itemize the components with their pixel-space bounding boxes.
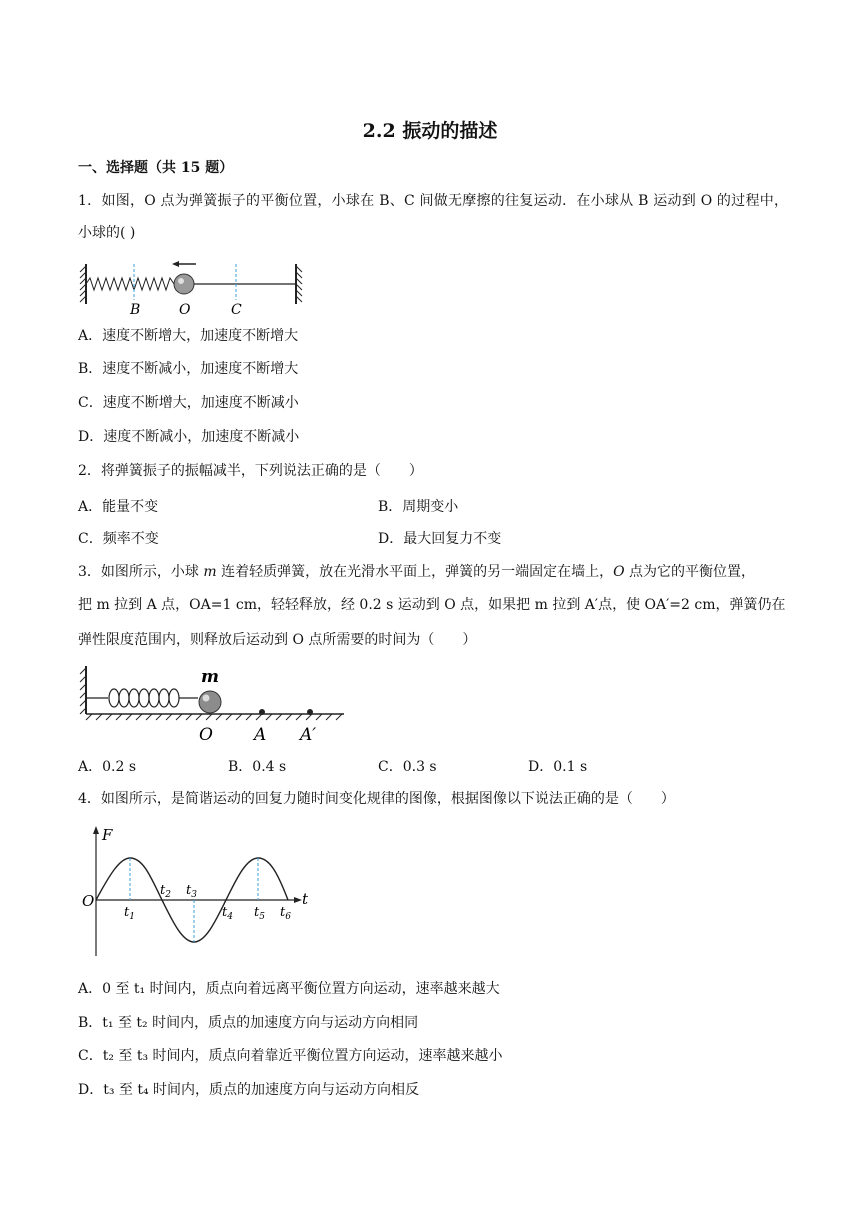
q2-option-a: A．能量不变 <box>78 499 159 515</box>
q3-option-d: D．0.1 s <box>528 759 588 775</box>
q4-option-b: B．t₁ 至 t₂ 时间内，质点的加速度方向与运动方向相同 <box>78 1015 419 1031</box>
section-heading: 一、选择题（共 15 题） <box>78 160 234 176</box>
q3-stem-line3: 弹性限度范围内，则释放后运动到 O 点所需要的时间为（ ） <box>78 632 477 648</box>
q1-option-b: B．速度不断减小，加速度不断增大 <box>78 361 299 377</box>
q3-stem-line2: 把 m 拉到 A 点，OA=1 cm，轻轻释放，经 0.2 s 运动到 O 点，如果把 m 拉到 A′点，使 OA′=2 cm，弹簧仍在 <box>78 597 786 613</box>
svg-text:t2: $t_2$ <box>160 883 171 900</box>
label-O: O <box>199 725 213 744</box>
q3-spring-figure <box>78 662 348 744</box>
q2-option-d: D．最大回复力不变 <box>378 531 502 547</box>
label-C: C <box>231 302 242 318</box>
q2-options-row1 <box>78 496 778 516</box>
svg-text:t1: $t_1$ <box>124 905 135 922</box>
q2-options-row2 <box>78 528 778 548</box>
q4-option-d: D．t₃ 至 t₄ 时间内，质点的加速度方向与运动方向相反 <box>78 1082 420 1098</box>
mass-ball <box>199 691 221 713</box>
q3-option-c: C．0.3 s <box>378 759 437 775</box>
q3-stem-line1: 3．如图所示，小球 m 连着轻质弹簧，放在光滑水平面上，弹簧的另一端固定在墙上，O 点为它的平衡位置， <box>78 564 756 580</box>
label-A: A <box>254 725 267 744</box>
label-A-prime: A′ <box>300 725 317 744</box>
q4-option-a: A．0 至 t₁ 时间内，质点向着远离平衡位置方向运动，速率越来越大 <box>78 981 500 997</box>
q1-stem: 1．如图，O 点为弹簧振子的平衡位置，小球在 B、C 间做无摩擦的往复运动．在小球从 B 运动到 O 的过程中，小球的( ) <box>78 193 788 241</box>
q1-option-c: C．速度不断增大，加速度不断减小 <box>78 395 299 411</box>
q4-option-c: C．t₂ 至 t₃ 时间内，质点向着靠近平衡位置方向运动，速率越来越小 <box>78 1048 503 1064</box>
q2-option-c: C．频率不变 <box>78 531 159 547</box>
svg-text:t4: $t_4$ <box>222 905 233 922</box>
svg-text:t3: $t_3$ <box>186 883 197 900</box>
axis-label-F: F <box>102 826 113 844</box>
q3-options-row <box>78 756 778 776</box>
svg-text:t6: $t_6$ <box>280 905 291 922</box>
label-B: B <box>130 302 141 318</box>
q1-spring-figure <box>78 256 318 318</box>
label-m: m <box>201 667 219 687</box>
q4-force-time-graph <box>78 824 318 960</box>
q2-option-b: B．周期变小 <box>378 499 459 515</box>
q2-stem: 2．将弹簧振子的振幅减半，下列说法正确的是（ ） <box>78 463 423 479</box>
spring-zigzag <box>86 278 174 290</box>
svg-text:t5: $t_5$ <box>254 905 265 922</box>
origin-label: O <box>82 892 95 910</box>
q3-option-b: B．0.4 s <box>228 759 287 775</box>
page-title: 2.2 振动的描述 <box>362 120 498 142</box>
ball <box>174 274 194 294</box>
q4-stem: 4．如图所示，是简谐运动的回复力随时间变化规律的图像，根据图像以下说法正确的是（ ） <box>78 791 675 807</box>
axis-label-t: t <box>302 890 309 908</box>
label-O: O <box>179 302 191 318</box>
q3-option-a: A．0.2 s <box>78 759 137 775</box>
q1-option-a: A．速度不断增大，加速度不断增大 <box>78 328 299 344</box>
q1-option-d: D．速度不断减小，加速度不断减小 <box>78 429 300 445</box>
